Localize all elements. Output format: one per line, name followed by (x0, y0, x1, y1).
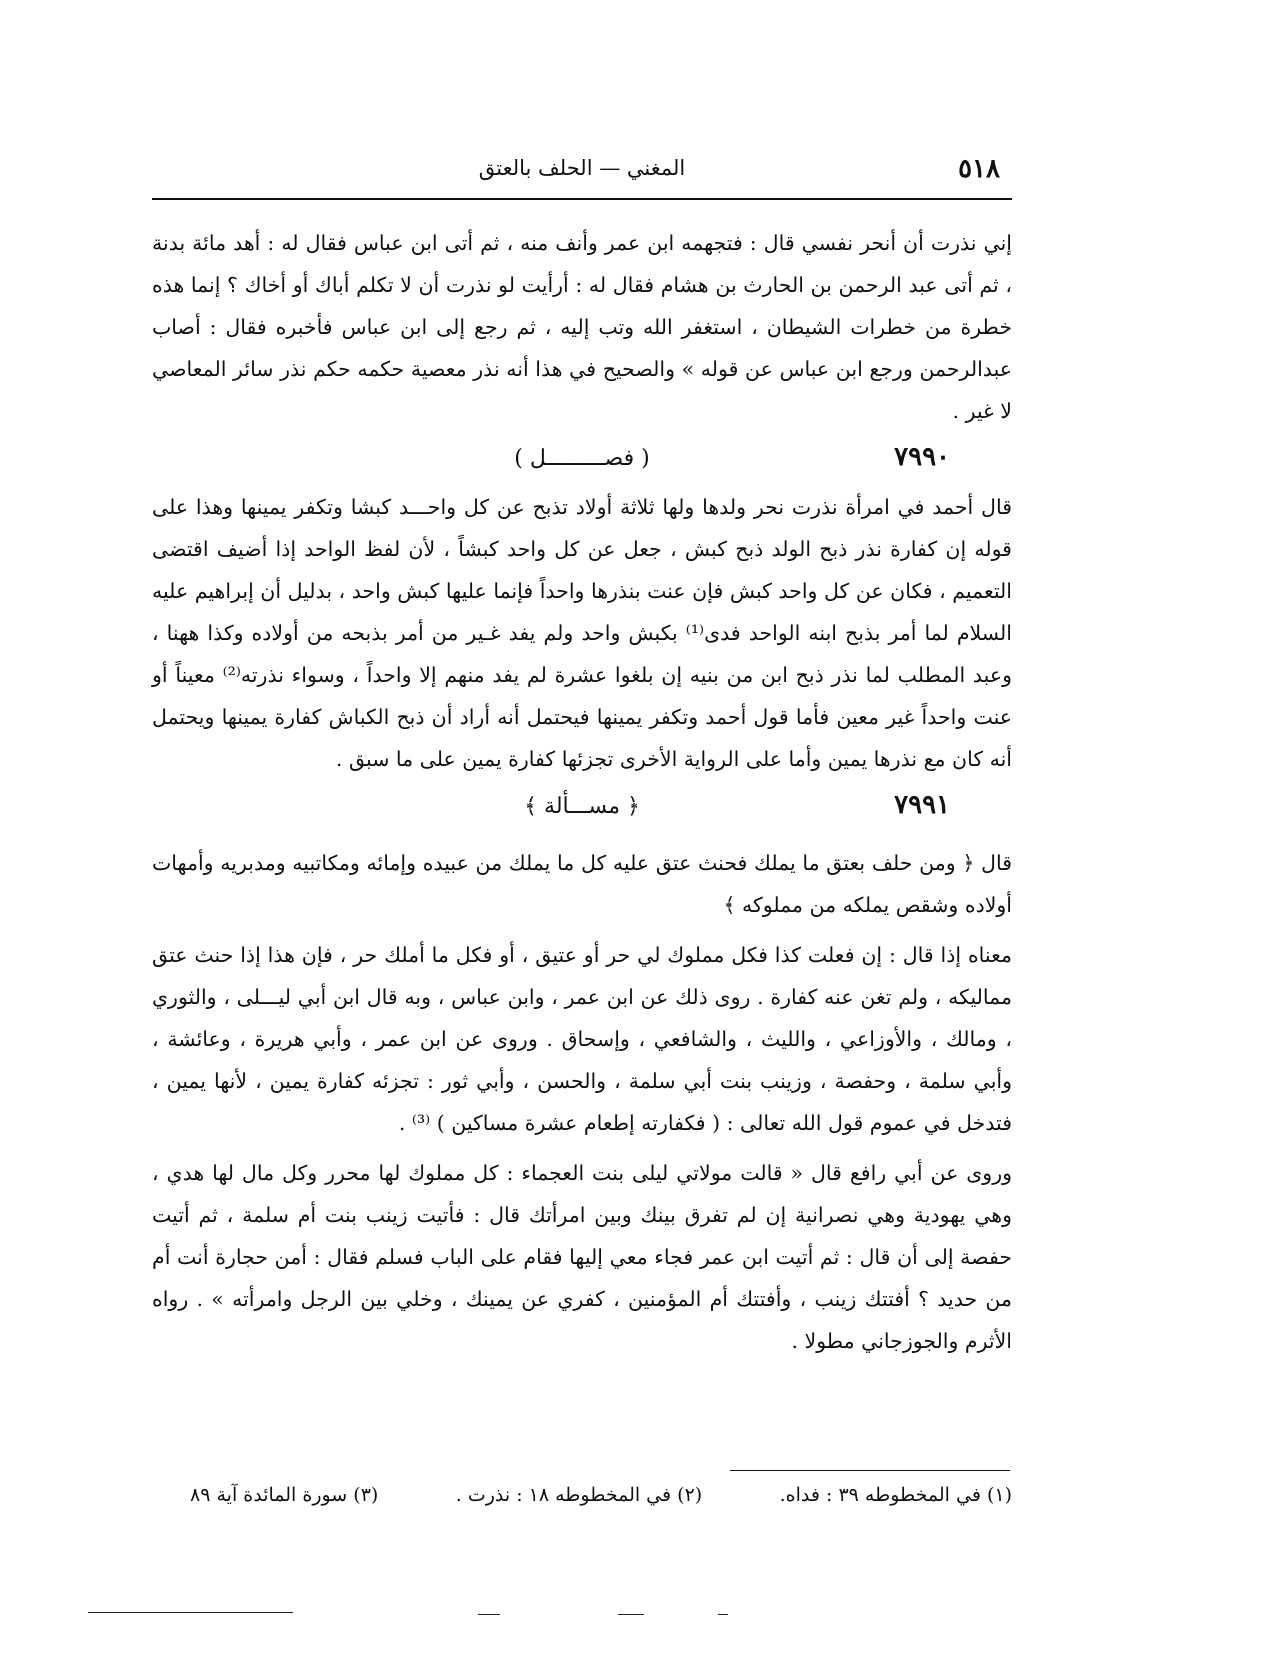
footnote-1: (١) في المخطوطه ٣٩ : فداه. (779, 1484, 1012, 1506)
paragraph-4: معناه إذا قال : إن فعلت كذا فكل مملوك لي حر أو عتيق ، أو فكل ما أملك حر ، فإن هذا إذا حنث عتق مماليكه ، ولم تغن عنه كفارة . روى ذلك عن ابن عمر ، وابن عباس ، وبه قال ابن أبي ليـــلى ، والثوري ، ومالك ، والأوزاعي ، والليث ، والشافعي ، وإسحاق . وروى عن ابن عمر ، وأبي هريرة ، وعائشة ، وأبي سلمة ، وحفصة ، وزينب بنت أبي سلمة ، والحسن ، وأبي ثور : تجزئه كفارة يمين ، لأنها يمين ، فتدخل في عموم قول الله تعالى : ( فكفارته إطعام عشرة مساكين ) ⁽³⁾ . (152, 943, 1012, 1135)
paragraph-2: قال أحمد في امرأة نذرت نحر ولدها ولها ثلاثة أولاد تذبح عن كل واحـــد كبشا وتكفر يمينها وهذا على قوله إن كفارة نذر ذبح الولد ذبح كبش ، جعل عن كل واحد كبشاً ، لأن لفظ الواحد إذا أضيف اقتضى التعميم ، فكان عن كل واحد كبش فإن عنت بنذرها واحداً فإنما عليها كبش واحد ، بدليل أن إبراهيم عليه السلام لما أمر بذبح ابنه الواحد فدى⁽¹⁾ بكبش واحد ولم يفد غـير من أمر بذبحه من أولاده وكذا ههنا ، وعبد المطلب لما نذر ذبح ابن من بنيه إن بلغوا عشرة لم يفد منهم إلا واحداً ، وسواء نذرته⁽²⁾ معيناً أو عنت واحداً غير معين فأما قول أحمد وتكفر يمينها فيحتمل أنه أراد أن ذبح الكباش كفارة يمينها ويحتمل أنه كان مع نذرها يمين وأما على الرواية الأخرى تجزئها كفارة يمين على ما سبق . (152, 495, 1012, 771)
section-title: ﴿ مســـألة ﴾ (524, 794, 640, 819)
footnote-3: (٣) سورة المائدة آية ٨٩ (190, 1484, 379, 1506)
footnote-2: (٢) في المخطوطه ١٨ : نذرت . (455, 1484, 703, 1506)
paragraph-5: وروى عن أبي رافع قال « قالت مولاتي ليلى بنت العجماء : كل مملوك لها محرر وكل مال لها هدي ، وهي يهودية وهي نصرانية إن لم تفرق بينك وبين امرأتك قال : فأتيت زينب بنت أم سلمة ، ثم أتيت حفصة إلى أن قال : ثم أتيت ابن عمر فجاء معي إليها فقام على الباب فسلم فقال : أمن حجارة أنت أم من حديد ؟ أفتتك زينب ، وأفتتك أم المؤمنين ، كفري عن يمينك ، وخلي بين الرجل وامرأته » . رواه الأثرم والجوزجاني مطولا . (152, 1161, 1012, 1353)
section-heading-7991 (152, 780, 1012, 834)
footnote-divider (730, 1470, 1010, 1471)
footnotes (190, 1484, 1012, 1506)
main-text (152, 222, 1012, 1362)
bottom-scan-mark (718, 1614, 728, 1615)
paragraph-3: قال ﴿ ومن حلف بعتق ما يملك فحنث عتق عليه كل ما يملك من عبيده وإمائه ومكاتبيه ومدبريه وأمهات أولاده وشقص يملكه من مملوكه ﴾ (152, 851, 1012, 917)
section-title: ( فصـــــــــل ) (514, 446, 650, 471)
page-number: ٥١٨ (958, 154, 1000, 184)
section-number: ٧٩٩١ (894, 790, 950, 820)
bottom-scan-mark (478, 1614, 500, 1615)
section-number: ٧٩٩٠ (894, 442, 950, 472)
bottom-scan-line (88, 1612, 293, 1613)
paragraph-1: إني نذرت أن أنحر نفسي قال : فتجهمه ابن عمر وأنف منه ، ثم أتى ابن عباس فقال له : أهد مائة بدنة ، ثم أتى عبد الرحمن بن الحارث بن هشام فقال له : أرأيت لو نذرت أن لا تكلم أباك أو أخاك ؟ إنما هذه خطرة من خطرات الشيطان ، استغفر الله وتب إليه ، ثم رجع إلى ابن عباس فأخبره فقال : أصاب عبدالرحمن ورجع ابن عباس عن قوله » والصحيح في هذا أنه نذر معصية حكمه حكم نذر سائر المعاصي لا غير . (152, 231, 1012, 423)
section-heading-7990 (152, 432, 1012, 486)
page-header (152, 150, 1012, 200)
bottom-scan-mark (618, 1614, 644, 1615)
running-title: المغني — الحلف بالعتق (478, 156, 686, 180)
